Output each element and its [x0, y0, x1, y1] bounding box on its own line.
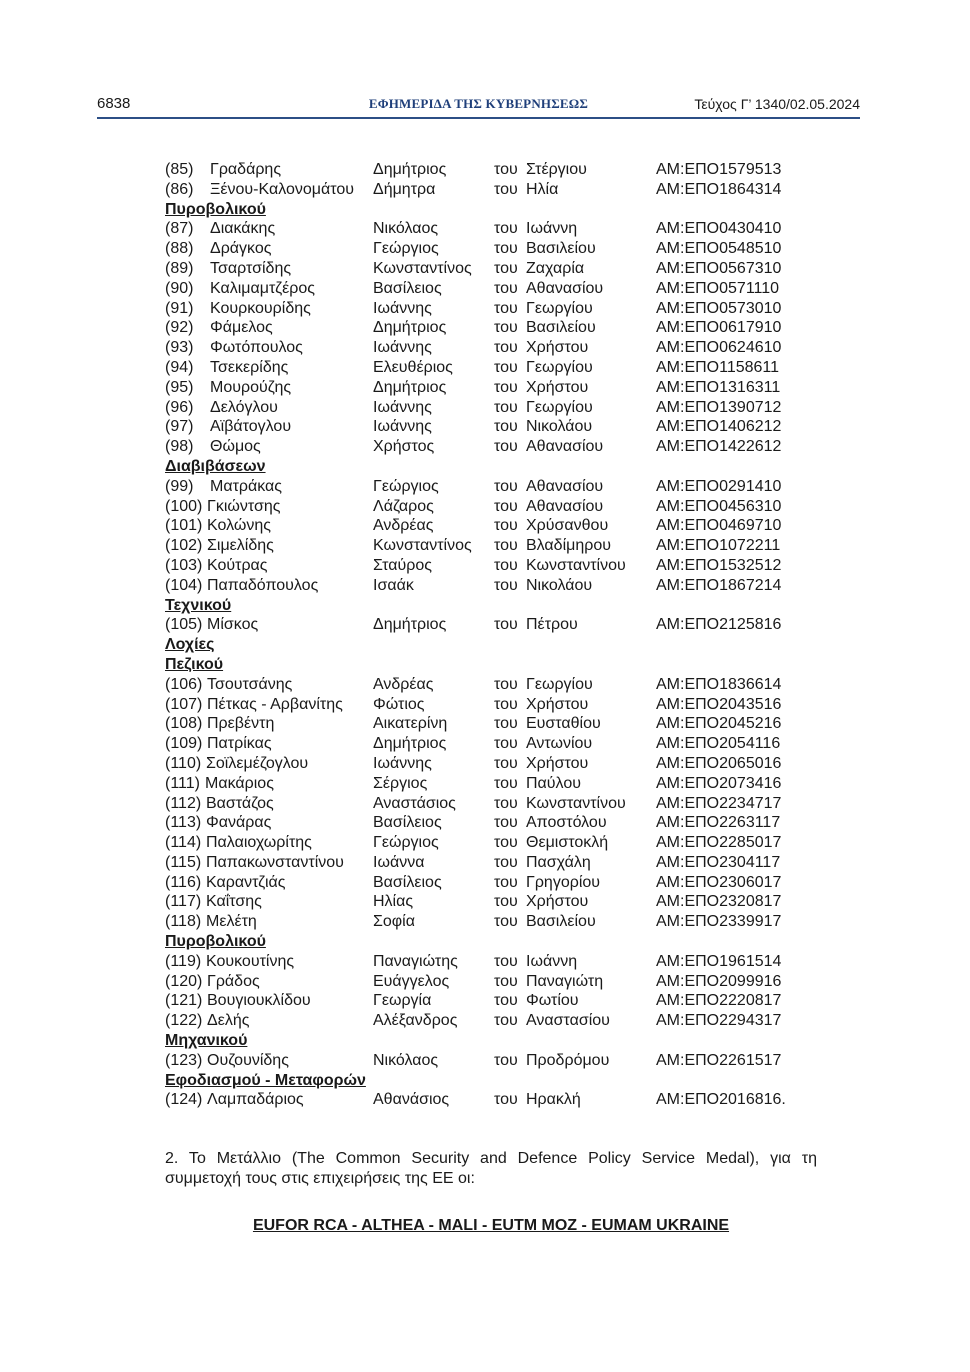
entry-number: (101): [165, 517, 203, 535]
entry-first-name: Ιωάννης: [373, 299, 432, 317]
entry-of: του: [494, 853, 518, 871]
entry-father-name: Χρήστου: [526, 695, 589, 713]
entry-registration-number: ΑΜ:ΕΠΟ1864314: [656, 180, 782, 198]
entry-surname: Ουζουνίδης: [207, 1051, 289, 1069]
entry-father-name: Γεωργίου: [526, 398, 593, 416]
entry-first-name: Δημήτριος: [373, 378, 447, 396]
entry-number: (88): [165, 240, 194, 258]
entry-surname: Παπακωνσταντίνου: [206, 853, 344, 871]
entry-father-name: Αθανασίου: [526, 438, 604, 456]
list-item: [165, 299, 865, 319]
entry-first-name: Λάζαρος: [373, 497, 434, 515]
list-item: [165, 1090, 865, 1110]
entry-first-name: Σέργιος: [373, 774, 428, 792]
list-item: [165, 536, 865, 556]
entry-of: του: [494, 913, 518, 931]
entry-of: του: [494, 834, 518, 852]
entry-number: (95): [165, 378, 194, 396]
list-item: [165, 675, 865, 695]
entry-of: του: [494, 398, 518, 416]
entry-father-name: Ιωάννη: [526, 952, 578, 970]
entry-registration-number: ΑΜ:ΕΠΟ0291410: [656, 477, 782, 495]
entry-surname: Κουρκουρίδης: [210, 299, 311, 317]
entry-surname: Παπαδόπουλος: [207, 576, 319, 594]
section-heading: Πυροβολικού: [165, 200, 266, 218]
section-heading: Διαβιβάσεων: [165, 457, 266, 475]
entry-registration-number: ΑΜ:ΕΠΟ2043516: [656, 695, 782, 713]
entry-father-name: Γεωργίου: [526, 358, 593, 376]
list-item: [165, 1011, 865, 1031]
list-item: [165, 556, 865, 576]
entry-father-name: Βασιλείου: [526, 240, 596, 258]
entry-first-name: Ιωάννης: [373, 339, 432, 357]
entry-first-name: Γεωργία: [373, 992, 432, 1010]
entry-first-name: Γεώργιος: [373, 834, 439, 852]
list-item: [165, 417, 865, 437]
entry-number: (103): [165, 556, 203, 574]
entry-of: του: [494, 972, 518, 990]
entry-surname: Πατρίκας: [207, 735, 272, 753]
entry-number: (113): [165, 814, 202, 832]
entry-of: του: [494, 339, 518, 357]
entry-registration-number: ΑΜ:ΕΠΟ2054116: [656, 735, 781, 753]
entry-father-name: Ζαχαρία: [526, 259, 585, 277]
entry-surname: Κολώνης: [207, 517, 271, 535]
entry-surname: Ματράκας: [210, 477, 283, 495]
entry-first-name: Ιωάννα: [373, 853, 425, 871]
list-item: [165, 794, 865, 814]
entry-father-name: Κωνσταντίνου: [526, 556, 626, 574]
entry-registration-number: ΑΜ:ΕΠΟ0571110: [656, 279, 780, 297]
entry-number: (108): [165, 715, 203, 733]
entry-number: (105): [165, 616, 203, 634]
list-item: [165, 813, 865, 833]
entry-father-name: Κωνσταντίνου: [526, 794, 626, 812]
entry-first-name: Σοφία: [373, 913, 415, 931]
list-item: [165, 477, 865, 497]
entry-surname: Δελής: [207, 1012, 250, 1030]
entry-of: του: [494, 418, 518, 436]
list-item: [165, 873, 865, 893]
entry-surname: Φάμελος: [210, 319, 273, 337]
entry-father-name: Γεωργίου: [526, 675, 593, 693]
entry-registration-number: ΑΜ:ΕΠΟ2320817: [656, 893, 782, 911]
entry-of: του: [494, 952, 518, 970]
entry-surname: Καραντζιάς: [206, 873, 286, 891]
entry-registration-number: ΑΜ:ΕΠΟ2294317: [656, 1012, 782, 1030]
entry-surname: Καλιμαμτζέρος: [210, 279, 315, 297]
entry-surname: Φανάρας: [206, 814, 272, 832]
entry-first-name: Ελευθέριος: [373, 358, 453, 376]
list-item: [165, 398, 865, 418]
entry-surname: Δελόγλου: [210, 398, 278, 416]
entry-surname: Γραδάρης: [210, 161, 282, 178]
entry-surname: Καΐτσης: [206, 893, 262, 911]
entry-surname: Μελέτη: [206, 913, 257, 931]
entry-number: (116): [165, 873, 202, 891]
entry-first-name: Χρήστος: [373, 438, 435, 456]
entry-number: (117): [165, 893, 202, 911]
entry-first-name: Παναγιώτης: [373, 952, 458, 970]
entry-of: του: [494, 675, 518, 693]
entry-of: του: [494, 794, 518, 812]
entry-registration-number: ΑΜ:ΕΠΟ0567310: [656, 259, 782, 277]
entry-number: (86): [165, 180, 194, 198]
entry-father-name: Στέργιου: [526, 161, 587, 178]
entry-number: (109): [165, 735, 203, 753]
entry-of: του: [494, 735, 518, 753]
list-item: [165, 239, 865, 259]
entry-of: του: [494, 319, 518, 337]
entry-number: (94): [165, 358, 194, 376]
section-heading: Λοχίες: [165, 636, 215, 654]
entry-registration-number: ΑΜ:ΕΠΟ2073416: [656, 774, 782, 792]
entry-number: (85): [165, 161, 194, 178]
entry-of: του: [494, 240, 518, 258]
entry-registration-number: ΑΜ:ΕΠΟ0624610: [656, 339, 782, 357]
entry-father-name: Ηλία: [526, 180, 559, 198]
entry-surname: Τσουτσάνης: [207, 675, 293, 693]
entry-first-name: Νικόλαος: [373, 220, 439, 238]
list-item: [165, 437, 865, 457]
entry-registration-number: ΑΜ:ΕΠΟ2099916: [656, 972, 782, 990]
entry-number: (118): [165, 913, 202, 931]
journal-title: ΕΦΗΜΕΡΙΔΑ ΤΗΣ ΚΥΒΕΡΝΗΣΕΩΣ: [368, 96, 589, 111]
entry-father-name: Ευσταθίου: [526, 715, 601, 733]
entry-number: (124): [165, 1091, 203, 1109]
list-item: [165, 972, 865, 992]
entry-registration-number: ΑΜ:ΕΠΟ2263117: [656, 814, 781, 832]
list-item: [165, 338, 865, 358]
entry-number: (89): [165, 259, 194, 277]
entry-first-name: Ανδρέας: [373, 675, 434, 693]
section-heading: Εφοδιασμού - Μεταφορών: [165, 1071, 366, 1089]
entry-first-name: Αθανάσιος: [373, 1091, 450, 1109]
entry-first-name: Βασίλειος: [373, 279, 442, 297]
entry-of: του: [494, 259, 518, 277]
entry-number: (112): [165, 794, 202, 812]
entry-surname: Σοϊλεμέζογλου: [206, 754, 309, 772]
entry-of: του: [494, 1051, 518, 1069]
entry-registration-number: ΑΜ:ΕΠΟ1422612: [656, 438, 782, 456]
entry-of: του: [494, 774, 518, 792]
entry-first-name: Ηλίας: [373, 893, 414, 911]
entry-father-name: Βασιλείου: [526, 913, 596, 931]
entry-surname: Ξένου-Καλονομάτου: [210, 180, 354, 198]
entry-surname: Θώμος: [210, 438, 261, 456]
entry-of: του: [494, 537, 518, 555]
list-item: [165, 714, 865, 734]
entry-registration-number: ΑΜ:ΕΠΟ2304117: [656, 853, 781, 871]
page-header: [97, 95, 860, 117]
entry-registration-number: ΑΜ:ΕΠΟ0430410: [656, 220, 782, 238]
list-item: [165, 833, 865, 853]
list-item: [165, 378, 865, 398]
entry-of: του: [494, 1012, 518, 1030]
list-item: [165, 892, 865, 912]
entry-father-name: Χρήστου: [526, 378, 589, 396]
entry-first-name: Δημήτριος: [373, 616, 447, 634]
entry-first-name: Δήμητρα: [373, 180, 436, 198]
entry-of: του: [494, 497, 518, 515]
entry-father-name: Θεμιστοκλή: [526, 834, 609, 852]
entry-of: του: [494, 161, 518, 178]
entry-of: του: [494, 477, 518, 495]
entry-number: (102): [165, 537, 203, 555]
section-heading: Πεζικού: [165, 655, 224, 673]
list-item: [165, 991, 865, 1011]
list-item: [165, 160, 865, 180]
list-item: [165, 774, 865, 794]
entry-registration-number: ΑΜ:ΕΠΟ2065016: [656, 754, 782, 772]
entry-number: (93): [165, 339, 194, 357]
entry-first-name: Κωνσταντίνος: [373, 537, 472, 555]
entry-surname: Τσαρτσίδης: [210, 259, 292, 277]
entry-number: (87): [165, 220, 194, 238]
entry-father-name: Ιωάννη: [526, 220, 578, 238]
entry-registration-number: ΑΜ:ΕΠΟ2220817: [656, 992, 782, 1010]
entry-of: του: [494, 576, 518, 594]
list-item: [165, 219, 865, 239]
entry-first-name: Ευάγγελος: [373, 972, 450, 990]
entry-of: του: [494, 873, 518, 891]
entry-of: του: [494, 556, 518, 574]
entry-surname: Βουγιουκλίδου: [207, 992, 311, 1010]
entry-number: (90): [165, 279, 194, 297]
entry-surname: Τσεκερίδης: [210, 358, 289, 376]
entry-first-name: Ισαάκ: [373, 576, 414, 594]
entry-number: (98): [165, 438, 194, 456]
entry-of: του: [494, 378, 518, 396]
entry-father-name: Αθανασίου: [526, 279, 604, 297]
entry-first-name: Βασίλειος: [373, 873, 442, 891]
entry-of: του: [494, 715, 518, 733]
entry-surname: Λαμπαδάριος: [207, 1091, 304, 1109]
entry-father-name: Χρήστου: [526, 339, 589, 357]
entry-of: του: [494, 814, 518, 832]
entry-surname: Σιμελίδης: [207, 537, 274, 555]
entry-registration-number: ΑΜ:ΕΠΟ0548510: [656, 240, 782, 258]
entry-of: του: [494, 299, 518, 317]
entry-number: (123): [165, 1051, 203, 1069]
section-heading: Μηχανικού: [165, 1032, 248, 1050]
entry-number: (115): [165, 853, 202, 871]
list-item: [165, 497, 865, 517]
list-item: [165, 576, 865, 596]
entry-father-name: Χρήστου: [526, 754, 589, 772]
entry-surname: Δράγκος: [210, 240, 272, 258]
entry-of: του: [494, 616, 518, 634]
list-item: [165, 754, 865, 774]
entry-father-name: Αντωνίου: [526, 735, 593, 753]
entry-father-name: Γεωργίου: [526, 299, 593, 317]
entry-father-name: Αποστόλου: [526, 814, 607, 832]
entry-registration-number: ΑΜ:ΕΠΟ2285017: [656, 834, 782, 852]
entry-first-name: Κωνσταντίνος: [373, 259, 472, 277]
list-item: [165, 180, 865, 200]
entry-of: του: [494, 220, 518, 238]
entry-of: του: [494, 517, 518, 535]
entry-of: του: [494, 180, 518, 198]
entry-surname: Γράδος: [207, 972, 260, 990]
entry-first-name: Σταύρος: [373, 556, 432, 574]
entry-registration-number: ΑΜ:ΕΠΟ2045216: [656, 715, 782, 733]
list-item: [165, 516, 865, 536]
entry-father-name: Φωτίου: [526, 992, 579, 1010]
entry-registration-number: ΑΜ:ΕΠΟ1406212: [656, 418, 782, 436]
entry-father-name: Αναστασίου: [526, 1012, 610, 1030]
entry-of: του: [494, 438, 518, 456]
entry-first-name: Αναστάσιος: [373, 794, 456, 812]
entry-of: του: [494, 893, 518, 911]
entry-father-name: Νικολάου: [526, 418, 593, 436]
entry-first-name: Ιωάννης: [373, 418, 432, 436]
entry-first-name: Ανδρέας: [373, 517, 434, 535]
entry-number: (91): [165, 299, 194, 317]
list-item: [165, 615, 865, 635]
entry-registration-number: ΑΜ:ΕΠΟ0469710: [656, 517, 782, 535]
list-item: [165, 695, 865, 715]
entry-father-name: Νικολάου: [526, 576, 593, 594]
entry-first-name: Βασίλειος: [373, 814, 442, 832]
entry-surname: Πρεβέντη: [207, 715, 275, 733]
entry-of: του: [494, 695, 518, 713]
entry-father-name: Γρηγορίου: [526, 873, 601, 891]
entry-registration-number: ΑΜ:ΕΠΟ1961514: [656, 952, 782, 970]
entry-father-name: Χρύσανθου: [526, 517, 609, 535]
entry-number: (96): [165, 398, 194, 416]
page-number: 6838: [97, 95, 131, 112]
entry-of: του: [494, 358, 518, 376]
entry-registration-number: ΑΜ:ΕΠΟ1316311: [656, 378, 781, 396]
entry-of: του: [494, 754, 518, 772]
entry-number: (106): [165, 675, 203, 693]
entry-surname: Φωτόπουλος: [210, 339, 303, 357]
entry-number: (97): [165, 418, 194, 436]
entry-surname: Πέτκας - Αρβανίτης: [207, 695, 343, 713]
entry-father-name: Χρήστου: [526, 893, 589, 911]
entry-registration-number: ΑΜ:ΕΠΟ0573010: [656, 299, 782, 317]
entry-first-name: Αλέξανδρος: [373, 1012, 458, 1030]
entry-first-name: Δημήτριος: [373, 161, 447, 178]
entry-number: (120): [165, 972, 203, 990]
entry-registration-number: ΑΜ:ΕΠΟ2339917: [656, 913, 782, 931]
entry-father-name: Ηρακλή: [526, 1091, 581, 1109]
entry-surname: Μίσκος: [207, 616, 259, 634]
entry-first-name: Φώτιος: [373, 695, 425, 713]
entry-surname: Βαστάζος: [206, 794, 274, 812]
list-item: [165, 952, 865, 972]
list-item: [165, 734, 865, 754]
entry-surname: Κούτρας: [207, 556, 268, 574]
section-heading: Τεχνικού: [165, 596, 232, 614]
issue-info: Τεύχος Γ’ 1340/02.05.2024: [694, 96, 860, 112]
entry-of: του: [494, 1091, 518, 1109]
entry-surname: Παλαιοχωρίτης: [206, 834, 312, 852]
list-item: [165, 1051, 865, 1071]
entry-surname: Διακάκης: [210, 220, 276, 238]
entry-number: (122): [165, 1012, 203, 1030]
entry-registration-number: ΑΜ:ΕΠΟ1158611: [656, 358, 780, 376]
entry-father-name: Προδρόμου: [526, 1051, 610, 1069]
medal-paragraph: 2. Το Μετάλλιο (The Common Security and Defence Policy Service Medal), για τη συμμετοχή τους στις επιχειρήσεις της ΕΕ οι:: [165, 1150, 817, 1187]
entry-surname: Μακάριος: [205, 774, 274, 792]
entry-number: (104): [165, 576, 203, 594]
entry-registration-number: ΑΜ:ΕΠΟ1836614: [656, 675, 782, 693]
entry-father-name: Πέτρου: [526, 616, 578, 634]
entry-first-name: Νικόλαος: [373, 1051, 439, 1069]
entry-registration-number: ΑΜ:ΕΠΟ2261517: [656, 1051, 782, 1069]
entry-first-name: Γεώργιος: [373, 240, 439, 258]
entry-number: (110): [165, 754, 202, 772]
entry-surname: Κουκουτίνης: [206, 952, 295, 970]
entry-of: του: [494, 279, 518, 297]
section-heading: Πυροβολικού: [165, 933, 266, 951]
entry-registration-number: ΑΜ:ΕΠΟ0617910: [656, 319, 782, 337]
entry-of: του: [494, 992, 518, 1010]
entry-number: (114): [165, 834, 202, 852]
entry-father-name: Αθανασίου: [526, 497, 604, 515]
entry-first-name: Δημήτριος: [373, 735, 447, 753]
entry-first-name: Ιωάννης: [373, 754, 432, 772]
entry-surname: Αϊβάτογλου: [210, 418, 292, 436]
entry-registration-number: ΑΜ:ΕΠΟ2125816: [656, 616, 782, 634]
entry-number: (99): [165, 477, 194, 495]
entry-registration-number: ΑΜ:ΕΠΟ0456310: [656, 497, 782, 515]
entry-first-name: Γεώργιος: [373, 477, 439, 495]
entry-surname: Γκιώντσης: [207, 497, 281, 515]
entry-registration-number: ΑΜ:ΕΠΟ1532512: [656, 556, 782, 574]
operations-heading: EUFOR RCA - ALTHEA - MALI - EUTM MOZ - EUMAM UKRAINE: [252, 1217, 730, 1234]
entry-father-name: Βασιλείου: [526, 319, 596, 337]
entry-surname: Μουρούζης: [210, 378, 292, 396]
entry-registration-number: ΑΜ:ΕΠΟ2016816.: [656, 1091, 786, 1109]
list-item: [165, 259, 865, 279]
entry-father-name: Παύλου: [526, 774, 581, 792]
entry-father-name: Πασχάλη: [526, 853, 591, 871]
entry-first-name: Αικατερίνη: [373, 715, 448, 733]
entry-number: (119): [165, 952, 202, 970]
list-item: [165, 279, 865, 299]
entry-first-name: Δημήτριος: [373, 319, 447, 337]
entry-father-name: Βλαδίμηρου: [526, 537, 612, 555]
entry-registration-number: ΑΜ:ΕΠΟ1867214: [656, 576, 782, 594]
entry-number: (107): [165, 695, 203, 713]
list-item: [165, 318, 865, 338]
personnel-list: [165, 160, 865, 1110]
list-item: [165, 358, 865, 378]
entry-registration-number: ΑΜ:ΕΠΟ2306017: [656, 873, 782, 891]
entry-registration-number: ΑΜ:ΕΠΟ1390712: [656, 398, 782, 416]
list-item: [165, 912, 865, 932]
entry-father-name: Παναγιώτη: [526, 972, 604, 990]
entry-registration-number: ΑΜ:ΕΠΟ2234717: [656, 794, 782, 812]
header-rule: [97, 117, 860, 119]
entry-number: (100): [165, 497, 203, 515]
entry-father-name: Αθανασίου: [526, 477, 604, 495]
entry-registration-number: ΑΜ:ΕΠΟ1579513: [656, 161, 782, 178]
entry-registration-number: ΑΜ:ΕΠΟ1072211: [656, 537, 781, 555]
entry-number: (111): [165, 774, 200, 792]
entry-number: (92): [165, 319, 194, 337]
entry-first-name: Ιωάννης: [373, 398, 432, 416]
entry-number: (121): [165, 992, 203, 1010]
list-item: [165, 853, 865, 873]
